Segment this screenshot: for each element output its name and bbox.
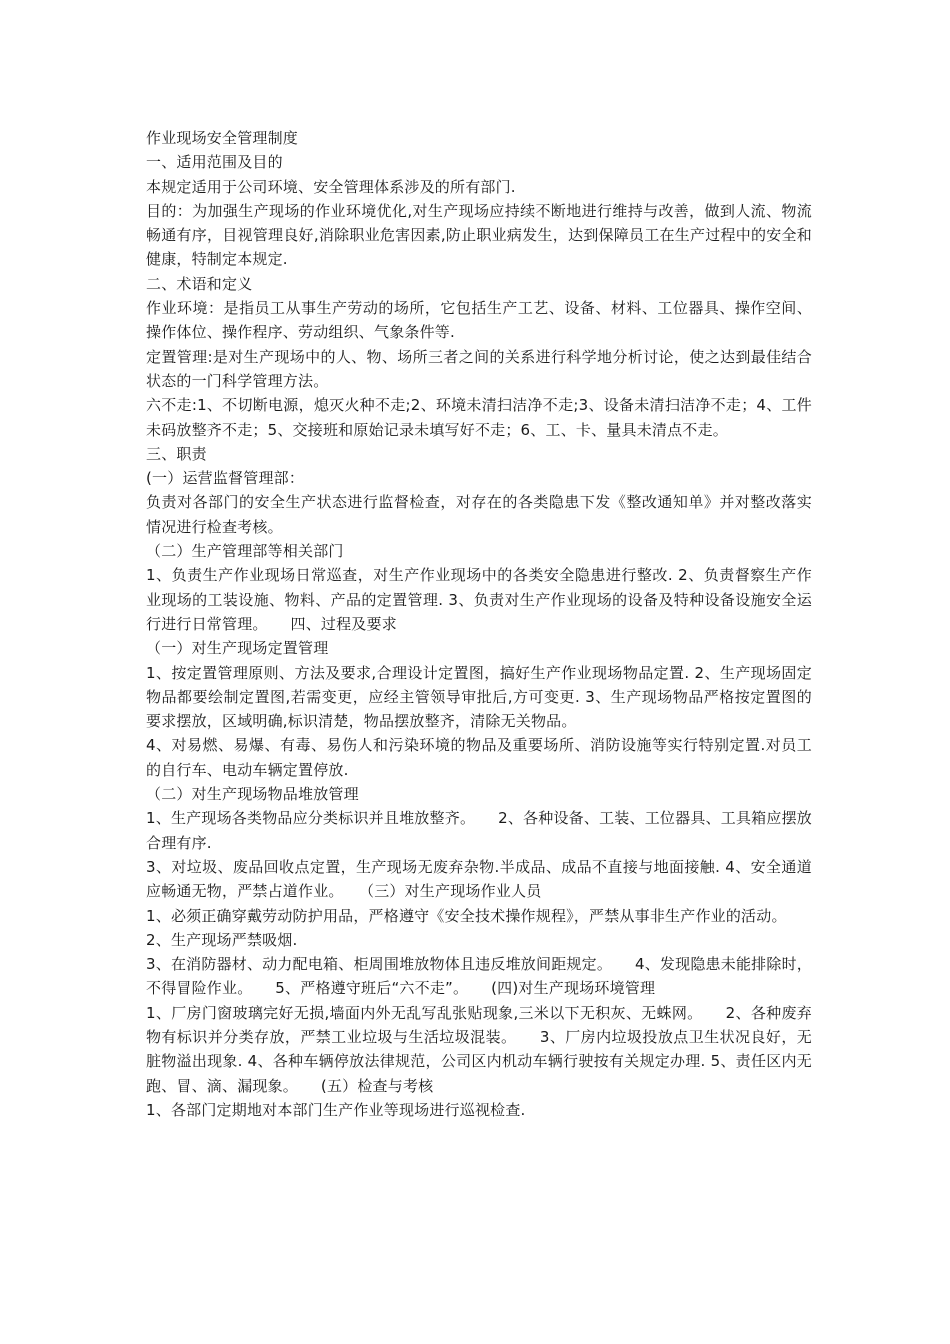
paragraph-fixed-position-management: 定置管理:是对生产现场中的人、物、场所三者之间的关系进行科学地分析讨论，使之达到最佳结合状态的一门科学管理方法。 [146, 347, 812, 390]
section-heading-terms: 二、术语和定义 [146, 274, 253, 293]
paragraph-positioning: 1、按定置管理原则、方法及要求,合理设计定置图，搞好生产作业现场物品定置. 2、生产现场固定物品都要绘制定置图,若需变更，应经主管领导审批后,方可变更. 3、生产现场物品严格按定置图的要求摆放，区域明确,标识清楚，物品摆放整齐，清除无关物品。 [146, 663, 812, 731]
paragraph-production-management: 1、负责生产作业现场日常巡查，对生产作业现场中的各类安全隐患进行整改. 2、负责督察生产作业现场的工装设施、物料、产品的定置管理. 3、负责对生产作业现场的设备及特种设备设施安全运行进行日常管理。 四、过程及要求 [146, 566, 812, 633]
paragraph-inspection: 1、各部门定期地对本部门生产作业等现场进行巡视检查. [146, 1100, 526, 1119]
subsection-heading-production-management: （二）生产管理部等相关部门 [146, 542, 344, 561]
paragraph-work-environment: 作业环境：是指员工从事生产劳动的场所，它包括生产工艺、设备、材料、工位器具、操作空间、操作体位、操作程序、劳动组织、气象条件等. [146, 299, 812, 342]
paragraph-personnel-3: 3、在消防器材、动力配电箱、柜周围堆放物体且违反堆放间距规定。 4、发现隐患未能排除时，不得冒险作业。 5、严格遵守班后“六不走”。 (四)对生产现场环境管理 [146, 955, 812, 998]
paragraph-stacking-2: 3、对垃圾、废品回收点定置，生产现场无废弃杂物.半成品、成品不直接与地面接触. 4、安全通道应畅通无物，严禁占道作业。 （三）对生产现场作业人员 [146, 857, 812, 901]
document-title: 作业现场安全管理制度 [146, 129, 299, 147]
subsection-heading-supervision: (一）运营监督管理部： [146, 469, 305, 488]
paragraph-special-positioning: 4、对易燃、易爆、有毒、易伤人和污染环境的物品及重要场所、消防设施等实行特别定置.对员工的自行车、电动车辆定置停放. [146, 736, 812, 779]
subsection-heading-stacking: （二）对生产现场物品堆放管理 [146, 785, 359, 804]
paragraph-supervision: 负责对各部门的安全生产状态进行监督检查，对存在的各类隐患下发《整改通知单》并对整改落实情况进行检查考核。 [146, 493, 812, 536]
section-heading-scope: 一、适用范围及目的 [146, 153, 283, 172]
paragraph-environment: 1、厂房门窗玻璃完好无损,墙面内外无乱写乱张贴现象,三米以下无积灰、无蛛网。 2、各种废弃物有标识并分类存放，严禁工业垃圾与生活垃圾混装。 3、厂房内垃圾投放点卫生状况良好，无脏物溢出现象. 4、各种车辆停放法律规范，公司区内机动车辆行驶按有关规定办理. 5、责任区内无跑、冒、滴、漏现象。 (五）检查与考核 [146, 1003, 812, 1095]
document-body [146, 126, 812, 1122]
paragraph-purpose: 目的：为加强生产现场的作业环境优化,对生产现场应持续不断地进行维持与改善，做到人流、物流畅通有序，目视管理良好,消除职业危害因素,防止职业病发生，达到保障员工在生产过程中的安全和健康，特制定本规定. [146, 201, 812, 269]
paragraph-personnel-1: 1、必须正确穿戴劳动防护用品，严格遵守《安全技术操作规程》，严禁从事非生产作业的活动。 [146, 906, 787, 925]
paragraph-stacking-1: 1、生产现场各类物品应分类标识并且堆放整齐。 2、各种设备、工装、工位器具、工具箱应摆放合理有序. [146, 809, 812, 852]
paragraph-personnel-2: 2、生产现场严禁吸烟. [146, 930, 298, 949]
paragraph-scope: 本规定适用于公司环境、安全管理体系涉及的所有部门. [146, 177, 516, 196]
subsection-heading-positioning: （一）对生产现场定置管理 [146, 639, 329, 658]
section-heading-responsibilities: 三、职责 [146, 444, 207, 463]
paragraph-six-dont-leave: 六不走:1、不切断电源，熄灭火种不走;2、环境未清扫洁净不走;3、设备未清扫洁净不走；4、工件未码放整齐不走；5、交接班和原始记录未填写好不走；6、工、卡、量具未清点不走。 [146, 396, 812, 439]
